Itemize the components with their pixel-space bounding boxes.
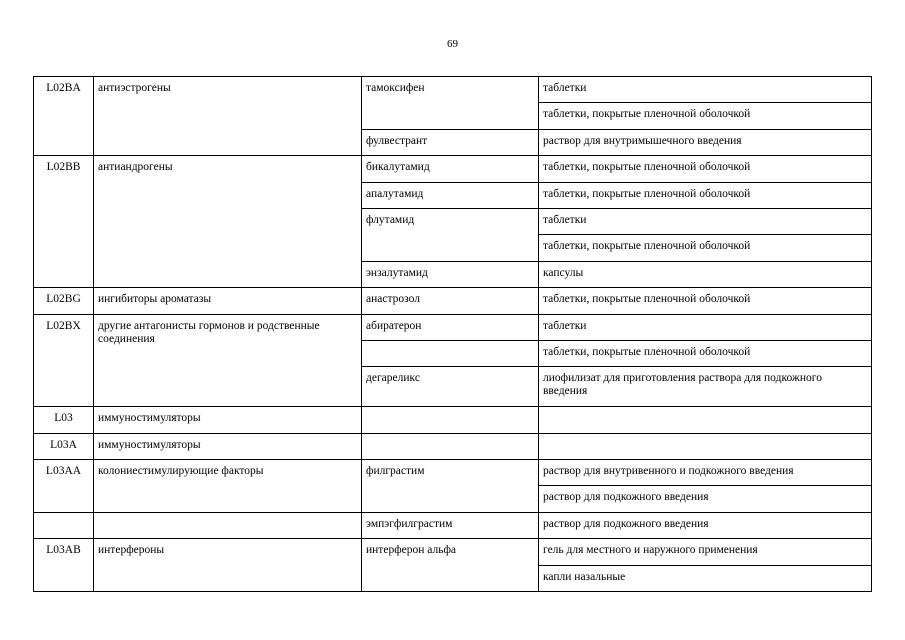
dosage-form: раствор для подкожного введения <box>539 512 872 538</box>
atc-code: L02BB <box>34 156 94 288</box>
atc-code: L02BA <box>34 77 94 156</box>
atc-code: L02BX <box>34 314 94 407</box>
table-row <box>34 288 872 314</box>
atc-group: антиандрогены <box>94 156 362 288</box>
atc-code: L03AB <box>34 539 94 592</box>
substance: филграстим <box>362 460 539 513</box>
dosage-form: таблетки, покрытые пленочной оболочкой <box>539 103 872 129</box>
substance: фулвестрант <box>362 129 539 155</box>
table-row <box>34 314 872 340</box>
dosage-form: таблетки <box>539 314 872 340</box>
dosage-form: гель для местного и наружного применения <box>539 539 872 565</box>
atc-group: антиэстрогены <box>94 77 362 156</box>
dosage-form: таблетки, покрытые пленочной оболочкой <box>539 182 872 208</box>
atc-code: L03 <box>34 407 94 433</box>
table-row <box>34 407 872 433</box>
substance: флутамид <box>362 208 539 261</box>
substance-empty <box>362 407 539 433</box>
atc-group: иммуностимуляторы <box>94 407 362 433</box>
substance: дегареликс <box>362 367 539 407</box>
table-row <box>34 77 872 103</box>
dosage-form: таблетки <box>539 77 872 103</box>
atc-code: L03A <box>34 433 94 459</box>
dosage-form: таблетки, покрытые пленочной оболочкой <box>539 340 872 366</box>
table-row <box>34 460 872 486</box>
table-row <box>34 539 872 565</box>
atc-group: интерфероны <box>94 539 362 592</box>
dosage-form: таблетки, покрытые пленочной оболочкой <box>539 156 872 182</box>
substance: эмпэгфилграстим <box>362 512 539 538</box>
dosage-form: раствор для внутривенного и подкожного введения <box>539 460 872 486</box>
dosage-form: капсулы <box>539 261 872 287</box>
dosage-form: лиофилизат для приготовления раствора для подкожного введения <box>539 367 872 407</box>
dosage-form: таблетки, покрытые пленочной оболочкой <box>539 235 872 261</box>
dosage-form: таблетки, покрытые пленочной оболочкой <box>539 288 872 314</box>
dosage-form: раствор для внутримышечного введения <box>539 129 872 155</box>
substance-empty <box>362 433 539 459</box>
table-row <box>34 156 872 182</box>
substance: абиратерон <box>362 314 539 340</box>
substance-empty <box>362 340 539 366</box>
atc-code: L03AA <box>34 460 94 513</box>
substance: анастрозол <box>362 288 539 314</box>
substance: апалутамид <box>362 182 539 208</box>
table-row <box>34 512 872 538</box>
page-number: 69 <box>447 38 458 50</box>
dosage-form: таблетки <box>539 208 872 234</box>
substance: тамоксифен <box>362 77 539 130</box>
drug-table <box>33 76 872 592</box>
dosage-form-empty <box>539 433 872 459</box>
substance: интерферон альфа <box>362 539 539 592</box>
atc-group-empty <box>94 512 362 538</box>
dosage-form-empty <box>539 407 872 433</box>
atc-code-empty <box>34 512 94 538</box>
substance: энзалутамид <box>362 261 539 287</box>
dosage-form: раствор для подкожного введения <box>539 486 872 512</box>
atc-group: другие антагонисты гормонов и родственные соединения <box>94 314 362 407</box>
atc-code: L02BG <box>34 288 94 314</box>
table-row <box>34 433 872 459</box>
atc-group: ингибиторы ароматазы <box>94 288 362 314</box>
substance: бикалутамид <box>362 156 539 182</box>
dosage-form: капли назальные <box>539 565 872 591</box>
atc-group: колониестимулирующие факторы <box>94 460 362 513</box>
atc-group: иммуностимуляторы <box>94 433 362 459</box>
